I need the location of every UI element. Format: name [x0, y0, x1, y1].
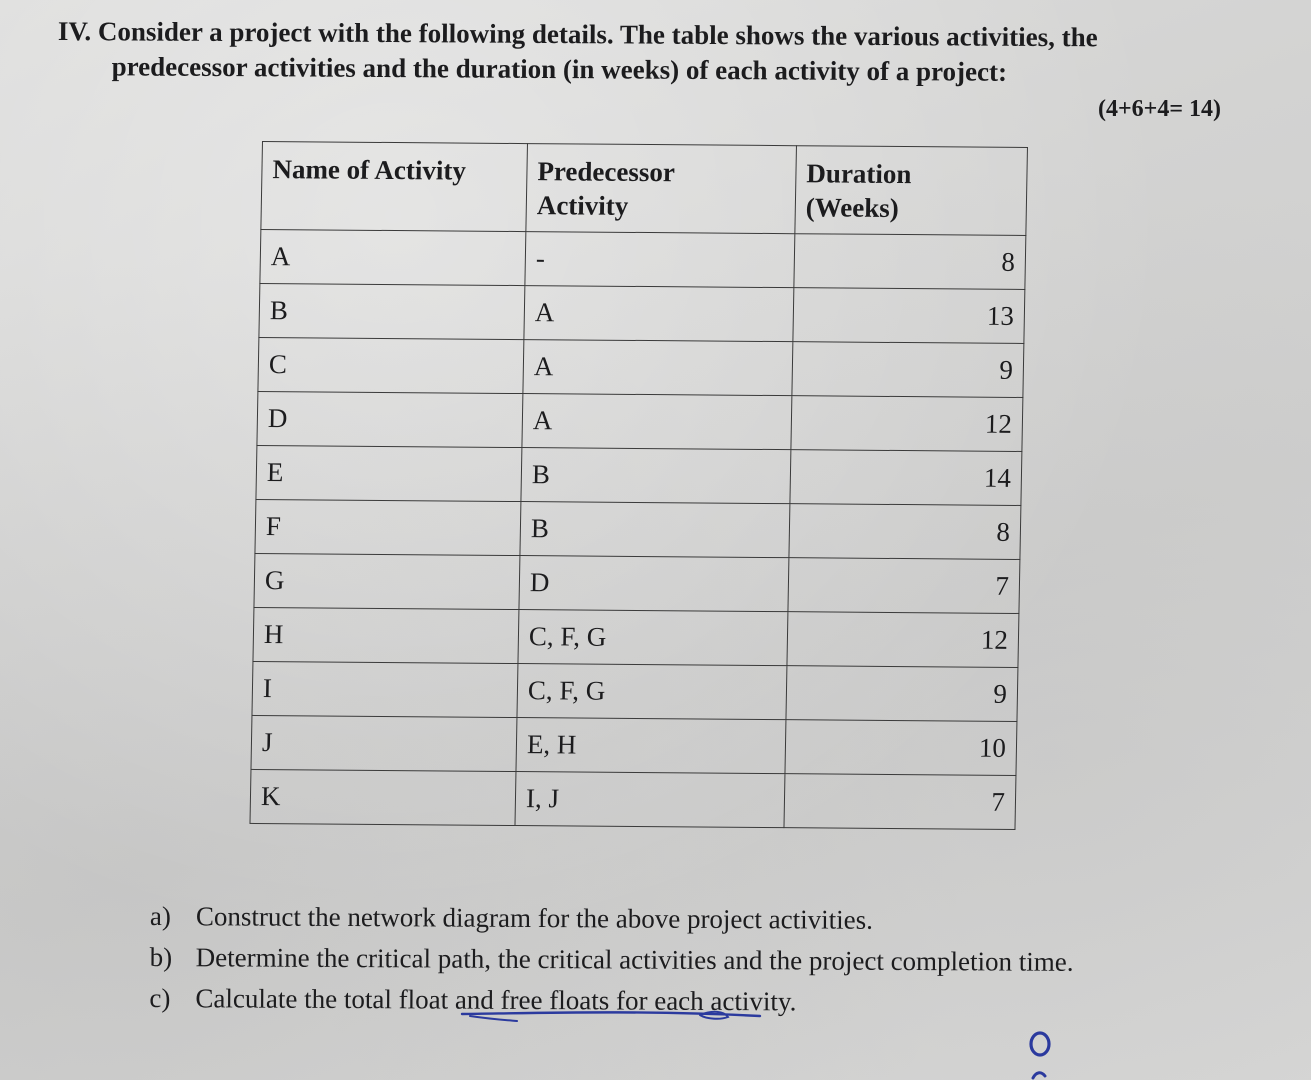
cell-activity-name: A: [260, 229, 526, 285]
table-row: [258, 337, 1024, 397]
cell-predecessor: -: [525, 232, 795, 288]
cell-duration: 8: [789, 504, 1021, 560]
cell-duration: 14: [790, 450, 1022, 506]
table-row: [251, 715, 1017, 775]
table-row: [250, 769, 1016, 829]
subquestion-item: [149, 978, 1073, 1024]
subquestion-text: Determine the critical path, the critical activities and the project completion time.: [195, 942, 1074, 977]
cell-duration: 12: [787, 612, 1019, 668]
marks-allocation: (4+6+4= 14): [1098, 96, 1222, 122]
subquestion-label: c): [149, 982, 171, 1014]
cell-predecessor: C, F, G: [518, 610, 788, 666]
activity-table: [249, 141, 1027, 830]
subquestion-text: Construct the network diagram for the above project activities.: [195, 901, 873, 935]
table-row: [257, 391, 1023, 451]
cell-predecessor: D: [519, 556, 789, 612]
table-row: [256, 445, 1022, 505]
cell-activity-name: E: [256, 445, 522, 501]
subquestion-text: Calculate the total float and free floats for each activity.: [195, 983, 797, 1017]
table-header-row: [261, 142, 1028, 236]
subquestion-list: [149, 896, 1074, 1024]
header-predecessor-activity: Predecessor Activity: [526, 144, 797, 234]
cell-predecessor: A: [524, 286, 794, 342]
cell-duration: 7: [784, 774, 1016, 830]
cell-activity-name: F: [255, 499, 521, 555]
activity-table-container: [249, 141, 1027, 830]
table-row: [259, 283, 1025, 343]
cell-predecessor: I, J: [515, 772, 785, 828]
cell-activity-name: J: [251, 715, 517, 771]
subquestion-item: [150, 896, 1074, 942]
cell-predecessor: E, H: [516, 718, 786, 774]
cell-predecessor: B: [520, 502, 790, 558]
cell-activity-name: I: [252, 661, 518, 717]
pen-stray-mark: [1033, 1073, 1045, 1078]
table-row: [252, 661, 1018, 721]
cell-activity-name: K: [250, 769, 516, 825]
cell-duration: 9: [786, 666, 1018, 722]
subquestion-label: b): [149, 941, 173, 973]
cell-predecessor: B: [521, 448, 791, 504]
table-row: [255, 499, 1021, 559]
question-line-2: predecessor activities and the duration (in weeks) of each activity of a project:: [111, 51, 1008, 87]
cell-duration: 12: [791, 396, 1023, 452]
subquestion-item: [150, 937, 1074, 983]
header-name-of-activity: Name of Activity: [261, 142, 528, 232]
cell-activity-name: G: [254, 553, 520, 609]
question-number: IV.: [57, 15, 92, 47]
cell-duration: 9: [792, 342, 1024, 398]
question-text: [58, 14, 1238, 91]
cell-duration: 13: [793, 288, 1025, 344]
cell-duration: 8: [794, 234, 1026, 290]
cell-predecessor: C, F, G: [517, 664, 787, 720]
cell-duration: 7: [788, 558, 1020, 614]
cell-duration: 10: [785, 720, 1017, 776]
cell-activity-name: H: [253, 607, 519, 663]
cell-activity-name: C: [258, 337, 524, 393]
header-duration-weeks: Duration (Weeks): [795, 146, 1028, 236]
question-line-1: Consider a project with the following details. The table shows the various activities, the: [97, 16, 1098, 53]
cell-activity-name: D: [257, 391, 523, 447]
cell-activity-name: B: [259, 283, 525, 339]
subquestion-label: a): [149, 900, 171, 932]
table-row: [260, 229, 1026, 289]
table-row: [253, 607, 1019, 667]
cell-predecessor: A: [522, 394, 792, 450]
table-row: [254, 553, 1020, 613]
cell-predecessor: A: [523, 340, 793, 396]
pen-circle-mark: [1031, 1033, 1049, 1055]
